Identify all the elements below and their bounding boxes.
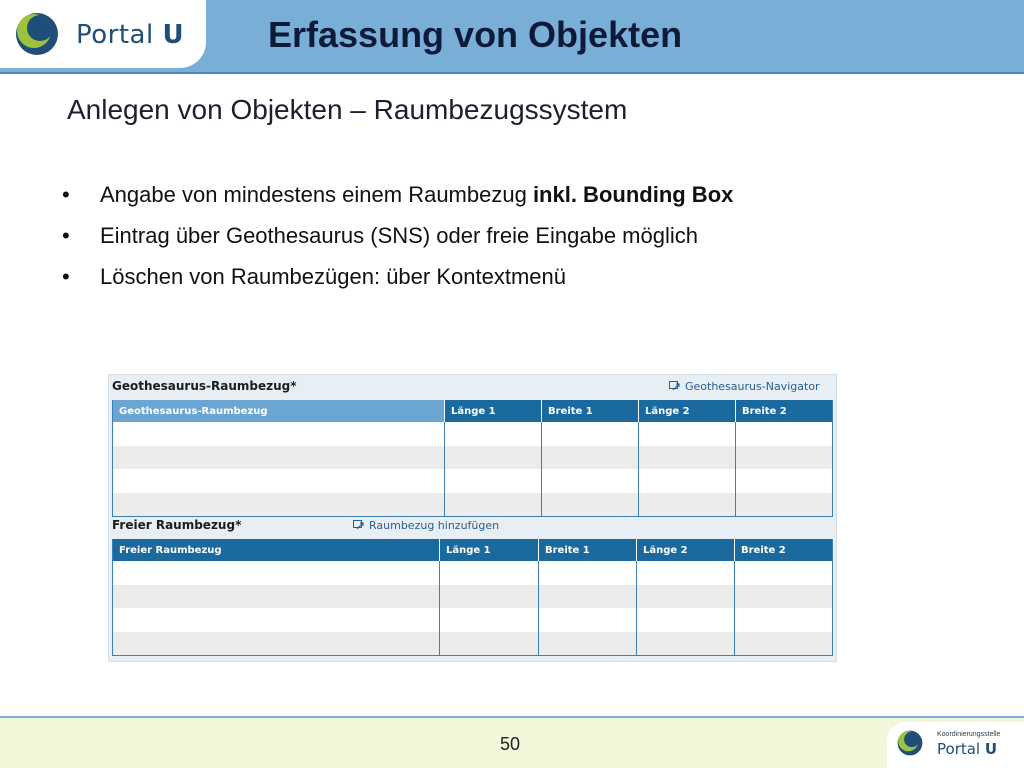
raumbezug-panel [108, 374, 837, 662]
table-cell[interactable] [113, 446, 445, 470]
table-cell[interactable] [736, 446, 833, 470]
footer-logo-text: Portal U [937, 740, 998, 758]
table-row[interactable] [113, 469, 833, 493]
column-header[interactable]: Freier Raumbezug [113, 539, 440, 561]
table-cell[interactable] [639, 469, 736, 493]
table-cell[interactable] [736, 493, 833, 517]
table-row[interactable] [113, 632, 833, 656]
link-arrow-icon [353, 520, 364, 530]
bullet-item [62, 215, 733, 256]
column-header[interactable]: Länge 1 [445, 400, 542, 422]
table-row[interactable] [113, 446, 833, 470]
table-cell[interactable] [637, 632, 735, 656]
link-arrow-icon [669, 381, 680, 391]
column-header[interactable]: Länge 2 [639, 400, 736, 422]
table-cell[interactable] [440, 632, 539, 656]
bullet-text: Angabe von mindestens einem Raumbezug [100, 182, 533, 207]
column-header[interactable]: Breite 2 [736, 400, 833, 422]
table-cell[interactable] [445, 446, 542, 470]
footer-logo-caption: Koordinierungsstelle [937, 731, 1001, 738]
column-header[interactable]: Breite 1 [539, 539, 637, 561]
table-cell[interactable] [736, 469, 833, 493]
bullet-item [62, 174, 733, 215]
table-cell[interactable] [735, 632, 833, 656]
table-header-row [113, 539, 833, 561]
raumbezug-hinzufuegen-link-label: Raumbezug hinzufügen [369, 518, 500, 532]
column-header[interactable]: Breite 1 [542, 400, 639, 422]
bullet-text: Löschen von Raumbezügen: über Kontextmenü [100, 264, 566, 289]
koordinierungsstelle-logo [887, 722, 1024, 768]
geothesaurus-table [112, 400, 833, 517]
bullet-item [62, 256, 733, 297]
table-cell[interactable] [639, 422, 736, 446]
geothesaurus-navigator-link[interactable] [669, 376, 820, 396]
column-header[interactable]: Länge 2 [637, 539, 735, 561]
bullet-text: Eintrag über Geothesaurus (SNS) oder freie Eingabe möglich [100, 223, 698, 248]
page-number: 50 [500, 734, 521, 754]
table-cell[interactable] [637, 608, 735, 632]
table-cell[interactable] [735, 608, 833, 632]
table-cell[interactable] [113, 422, 445, 446]
table-cell[interactable] [542, 446, 639, 470]
table-row[interactable] [113, 561, 833, 585]
table-cell[interactable] [539, 561, 637, 585]
portal-u-logo-icon [15, 12, 59, 56]
table-row[interactable] [113, 422, 833, 446]
table-cell[interactable] [440, 561, 539, 585]
table-cell[interactable] [539, 585, 637, 609]
table-cell[interactable] [445, 422, 542, 446]
table-cell[interactable] [113, 493, 445, 517]
table-cell[interactable] [639, 446, 736, 470]
bullet-dot: • [62, 264, 70, 289]
table-cell[interactable] [542, 493, 639, 517]
table-cell[interactable] [113, 561, 440, 585]
table-cell[interactable] [445, 493, 542, 517]
bullet-dot: • [62, 182, 70, 207]
bullet-list [62, 174, 733, 297]
table-cell[interactable] [445, 469, 542, 493]
table-row[interactable] [113, 585, 833, 609]
table-cell[interactable] [639, 493, 736, 517]
table-cell[interactable] [542, 422, 639, 446]
table-cell[interactable] [637, 561, 735, 585]
table-row[interactable] [113, 493, 833, 517]
geothesaurus-section-heading: Geothesaurus-Raumbezug* [112, 379, 297, 393]
table-cell[interactable] [113, 608, 440, 632]
geothesaurus-navigator-link-label: Geothesaurus-Navigator [685, 379, 820, 393]
column-header[interactable]: Länge 1 [440, 539, 539, 561]
logo-text: Portal U [76, 20, 185, 50]
table-cell[interactable] [440, 608, 539, 632]
column-header[interactable]: Geothesaurus-Raumbezug [113, 400, 445, 422]
table-cell[interactable] [735, 585, 833, 609]
column-header[interactable]: Breite 2 [735, 539, 833, 561]
freier-section-heading: Freier Raumbezug* [112, 518, 242, 532]
table-header-row [113, 400, 833, 422]
table-cell[interactable] [736, 422, 833, 446]
bullet-bold-text: inkl. Bounding Box [532, 182, 734, 207]
table-cell[interactable] [539, 608, 637, 632]
table-row[interactable] [113, 608, 833, 632]
portal-u-logo [0, 0, 206, 68]
raumbezug-hinzufuegen-link[interactable] [353, 515, 499, 535]
table-cell[interactable] [539, 632, 637, 656]
table-cell[interactable] [113, 632, 440, 656]
table-cell[interactable] [542, 469, 639, 493]
slide-subtitle: Anlegen von Objekten – Raumbezugssystem [67, 94, 628, 125]
table-cell[interactable] [440, 585, 539, 609]
portal-u-logo-icon [897, 730, 923, 756]
table-cell[interactable] [637, 585, 735, 609]
table-cell[interactable] [113, 469, 445, 493]
bullet-dot: • [62, 223, 70, 248]
table-cell[interactable] [113, 585, 440, 609]
freier-raumbezug-table [112, 539, 833, 656]
table-cell[interactable] [735, 561, 833, 585]
slide-title: Erfassung von Objekten [268, 14, 683, 55]
